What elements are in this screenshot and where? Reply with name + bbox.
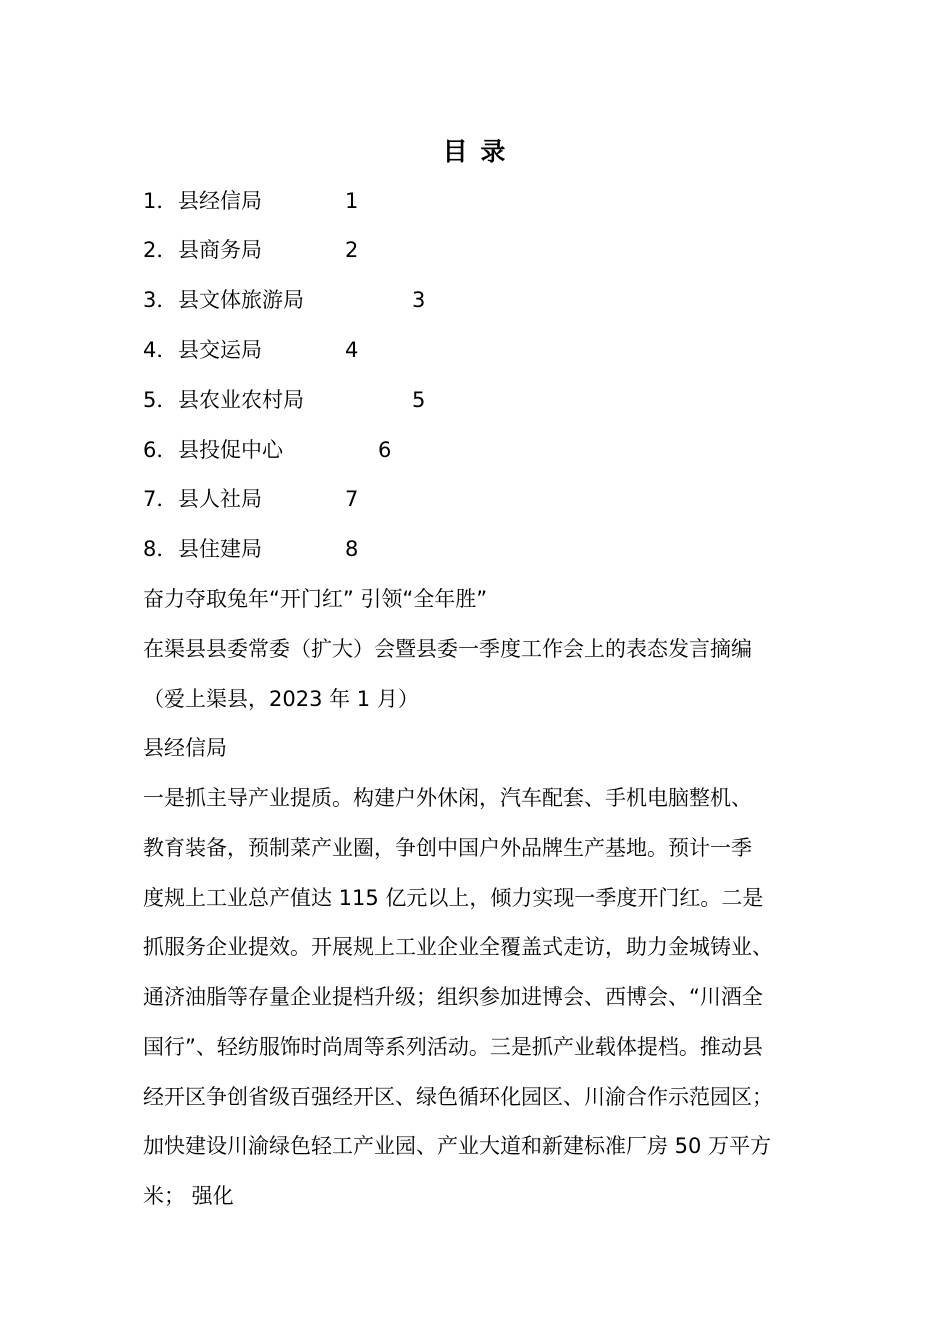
toc-page-number: 3 <box>412 288 426 312</box>
toc-page-number: 8 <box>345 537 359 561</box>
toc-label: 县交运局 <box>178 338 262 362</box>
toc-number: 3． <box>143 288 178 312</box>
body-line: 通济油脂等存量企业提档升级；组织参加进博会、西博会、“川酒全 <box>143 985 763 1009</box>
body-line: 教育装备，预制菜产业圈，争创中国户外品牌生产基地。预计一季 <box>143 836 752 860</box>
toc-page-number: 1 <box>345 189 359 213</box>
toc-number: 7． <box>143 487 178 511</box>
toc-number: 4． <box>143 338 178 362</box>
toc-page-number: 2 <box>345 238 359 262</box>
toc-label: 县经信局 <box>178 189 262 213</box>
toc-item[interactable] <box>143 335 359 365</box>
toc-item[interactable] <box>143 186 359 216</box>
toc-number: 5． <box>143 388 178 412</box>
article-subheading: 在渠县县委常委（扩大）会暨县委一季度工作会上的表态发言摘编 <box>143 637 752 661</box>
toc-number: 8． <box>143 537 178 561</box>
body-line: 经开区争创省级百强经开区、绿色循环化园区、川渝合作示范园区； <box>143 1085 773 1109</box>
body-line: 米； 强化 <box>143 1184 234 1208</box>
toc-item[interactable] <box>143 285 426 315</box>
toc-label: 县文体旅游局 <box>178 288 304 312</box>
toc-number: 6． <box>143 438 178 462</box>
body-line: 一是抓主导产业提质。构建户外休闲，汽车配套、手机电脑整机、 <box>143 786 752 810</box>
toc-label: 县人社局 <box>178 487 262 511</box>
body-line: 度规上工业总产值达 115 亿元以上，倾力实现一季度开门红。二是 <box>143 886 764 910</box>
toc-number: 1． <box>143 189 178 213</box>
toc-item[interactable] <box>143 385 426 415</box>
toc-label: 县农业农村局 <box>178 388 304 412</box>
page-title: 目 录 <box>442 137 508 166</box>
toc-item[interactable] <box>143 235 359 265</box>
toc-item[interactable] <box>143 484 359 514</box>
body-line: 抓服务企业提效。开展规上工业企业全覆盖式走访，助力金城铸业、 <box>143 935 773 959</box>
toc-page-number: 5 <box>412 388 426 412</box>
toc-page-number: 6 <box>378 438 392 462</box>
toc-label: 县商务局 <box>178 238 262 262</box>
toc-item[interactable] <box>143 534 359 564</box>
toc-page-number: 4 <box>345 338 359 362</box>
toc-label: 县投促中心 <box>178 438 283 462</box>
toc-page-number: 7 <box>345 487 359 511</box>
article-heading: 奋力夺取兔年“开门红” 引领“全年胜” <box>143 587 488 611</box>
body-line: 加快建设川渝绿色轻工产业园、产业大道和新建标准厂房 50 万平方 <box>143 1134 772 1158</box>
toc-item[interactable] <box>143 435 392 465</box>
toc-label: 县住建局 <box>178 537 262 561</box>
body-line: 国行”、轻纺服饰时尚周等系列活动。三是抓产业载体提档。推动县 <box>143 1035 763 1059</box>
section-title: 县经信局 <box>143 736 227 760</box>
toc-number: 2． <box>143 238 178 262</box>
article-source: （爱上渠县，2023 年 1 月） <box>143 687 419 711</box>
